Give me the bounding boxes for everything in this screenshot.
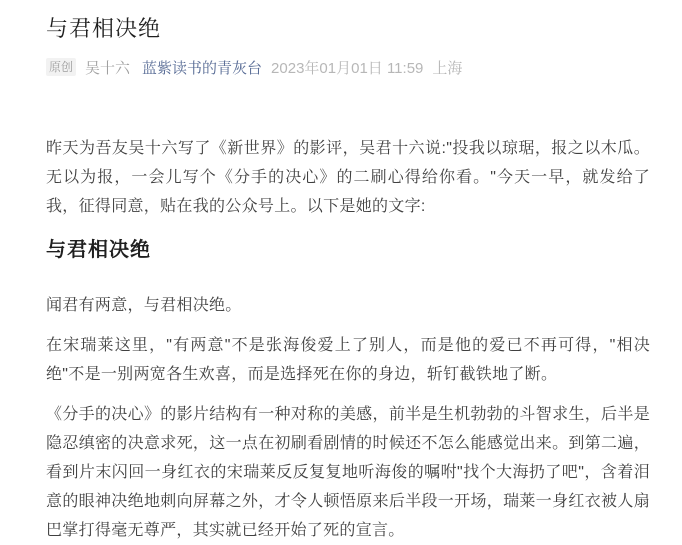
article-meta <box>46 57 650 77</box>
publish-datetime: 2023年01月01日 11:59 <box>271 59 424 77</box>
lead-paragraph: 昨天为吾友吴十六写了《新世界》的影评，吴君十六说:"投我以琼琚，报之以木瓜。无以为报，一会儿写个《分手的决心》的二刷心得给你看。"今天一早，就发给了我，征得同意，贴在我的公众号上。以下是她的文字: <box>46 140 650 215</box>
body-paragraph: 《分手的决心》的影片结构有一种对称的美感，前半是生机勃勃的斗智求生，后半是隐忍缜密的决意求死，这一点在初刷看剧情的时候还不怎么能感觉出来。到第二遍，看到片末闪回一身红衣的宋瑞莱反反复复地听海俊的嘱咐"找个大海扔了吧"，含着泪意的眼神决绝地刺向屏幕之外，才令人顿悟原来后半段一开场，瑞莱一身红衣被人扇巴掌打得毫无尊严，其实就已经开始了死的宣言。 <box>46 406 650 539</box>
publish-location: 上海 <box>432 59 463 77</box>
account-link[interactable]: 蓝紫读书的青灰台 <box>142 59 263 77</box>
article-body <box>46 134 650 545</box>
original-badge: 原创 <box>46 58 76 76</box>
section-heading: 与君相决绝 <box>46 239 151 261</box>
article-title: 与君相决绝 <box>46 16 162 41</box>
body-paragraph: 在宋瑞莱这里，"有两意"不是张海俊爱上了别人，而是他的爱已不再可得，"相决绝"不是一别两宽各生欢喜，而是选择死在你的身边，斩钉截铁地了断。 <box>46 337 650 383</box>
author-name: 吴十六 <box>85 59 131 77</box>
body-paragraph: 闻君有两意，与君相决绝。 <box>46 297 242 314</box>
